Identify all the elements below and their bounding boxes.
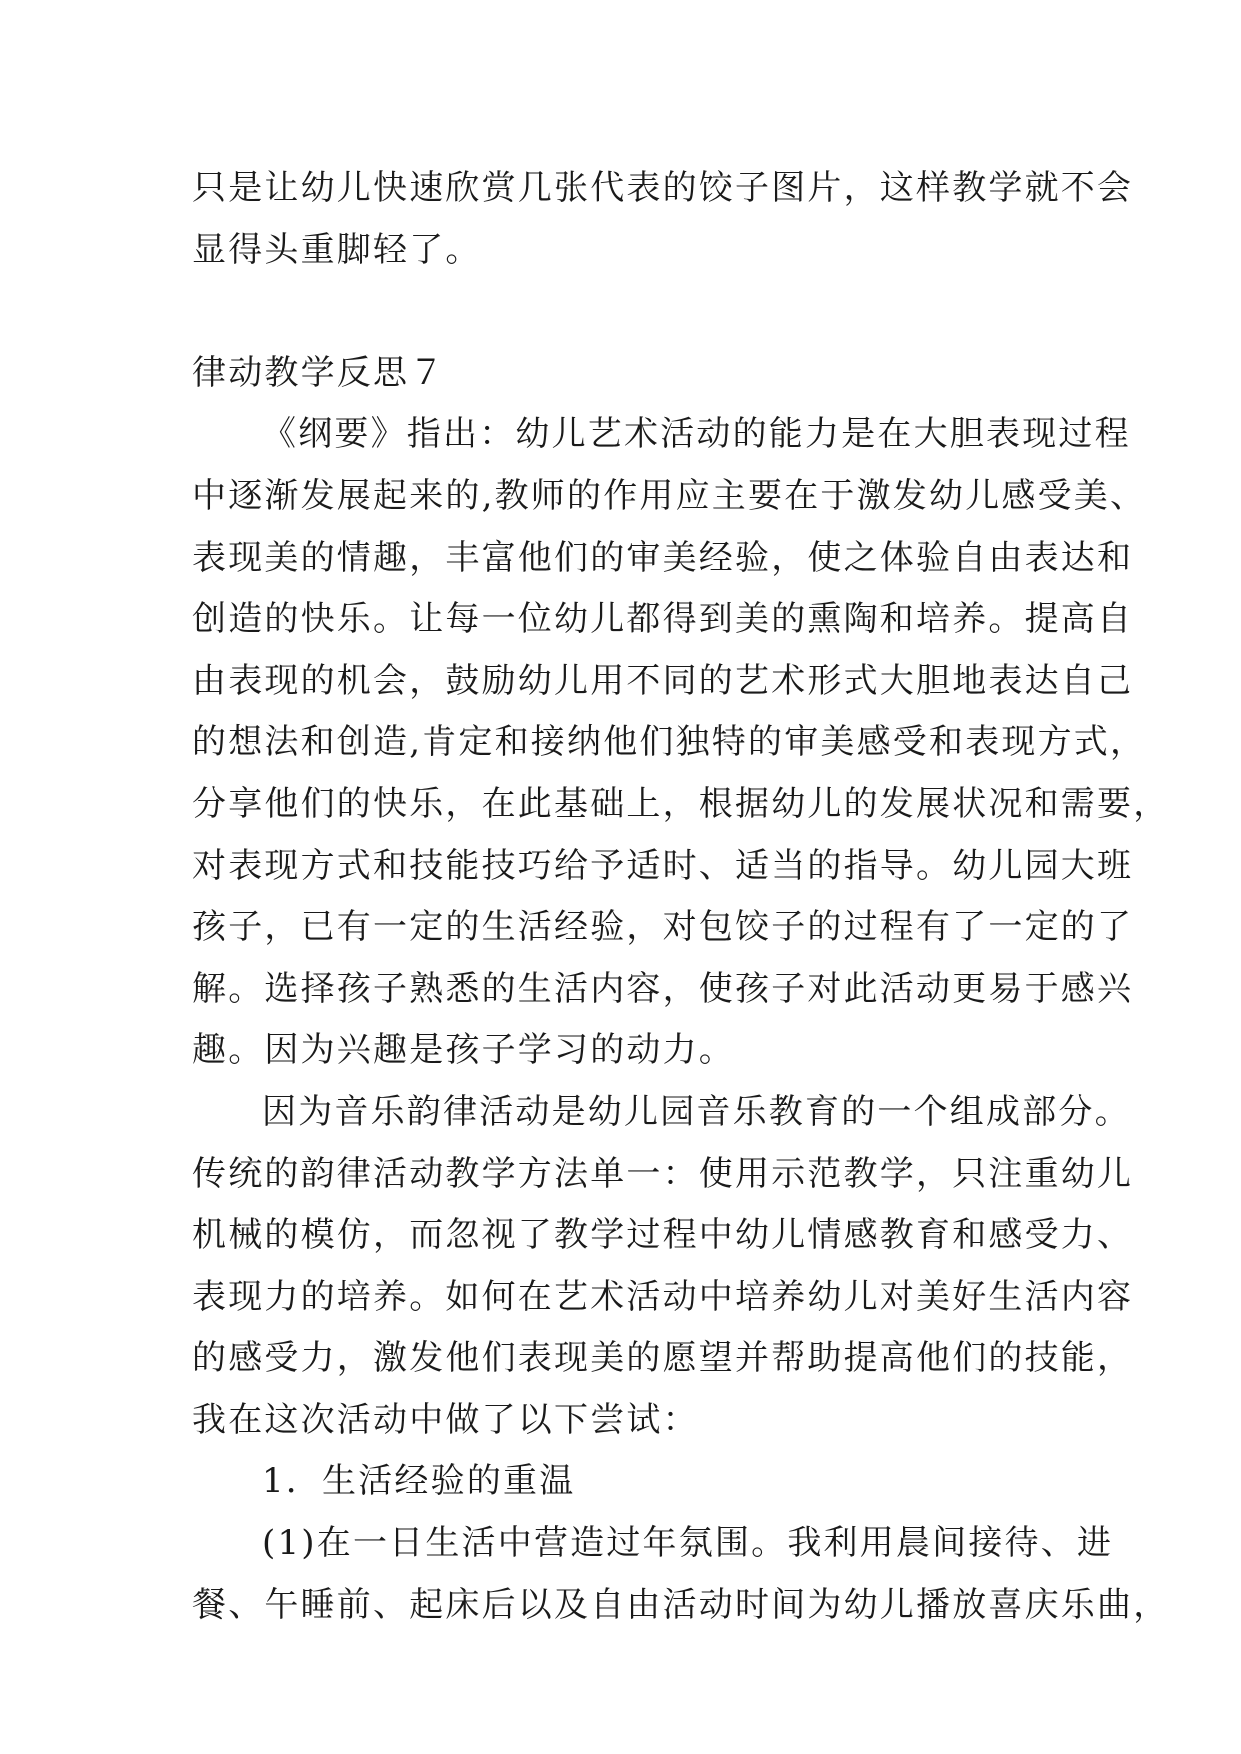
text-line: 由表现的机会，鼓励幼儿用不同的艺术形式大胆地表达自己	[192, 660, 1134, 701]
text-line: 机械的模仿，而忽视了教学过程中幼儿情感教育和感受力、	[192, 1215, 1134, 1256]
paragraph-first-line: 因为音乐韵律活动是幼儿园音乐教育的一个组成部分。	[262, 1091, 1131, 1132]
text-line: 只是让幼儿快速欣赏几张代表的饺子图片，这样教学就不会	[192, 168, 1134, 208]
section-heading: 律动教学反思７	[192, 352, 446, 393]
text-line: 的想法和创造,肯定和接纳他们独特的审美感受和表现方式，	[192, 722, 1147, 763]
text-line: 我在这次活动中做了以下尝试：	[192, 1399, 699, 1440]
text-line: 表现美的情趣，丰富他们的审美经验，使之体验自由表达和	[192, 537, 1134, 578]
paragraph-first-line: 《纲要》指出：幼儿艺术活动的能力是在大胆表现过程	[262, 414, 1131, 455]
text-line: 的感受力，激发他们表现美的愿望并帮助提高他们的技能，	[192, 1338, 1134, 1379]
paragraph-first-line: (1)在一日生活中营造过年氛围。我利用晨间接待、进	[262, 1523, 1114, 1564]
list-item: 1．生活经验的重温	[262, 1461, 576, 1502]
text-line: 解。选择孩子熟悉的生活内容，使孩子对此活动更易于感兴	[192, 968, 1134, 1009]
text-line: 表现力的培养。如何在艺术活动中培养幼儿对美好生活内容	[192, 1276, 1134, 1317]
text-line: 显得头重脚轻了。	[192, 229, 482, 270]
text-line: 趣。因为兴趣是孩子学习的动力。	[192, 1030, 735, 1071]
text-line: 中逐渐发展起来的,教师的作用应主要在于激发幼儿感受美、	[192, 475, 1147, 516]
text-line: 创造的快乐。让每一位幼儿都得到美的熏陶和培养。提高自	[192, 599, 1134, 640]
text-line: 传统的韵律活动教学方法单一：使用示范教学，只注重幼儿	[192, 1153, 1134, 1194]
text-line: 分享他们的快乐，在此基础上，根据幼儿的发展状况和需要，	[192, 783, 1170, 824]
text-line: 孩子，已有一定的生活经验，对包饺子的过程有了一定的了	[192, 907, 1134, 948]
text-line: 对表现方式和技能技巧给予适时、适当的指导。幼儿园大班	[192, 845, 1134, 886]
document-body	[192, 158, 1170, 1636]
text-line: 餐、午睡前、起床后以及自由活动时间为幼儿播放喜庆乐曲，	[192, 1584, 1170, 1625]
